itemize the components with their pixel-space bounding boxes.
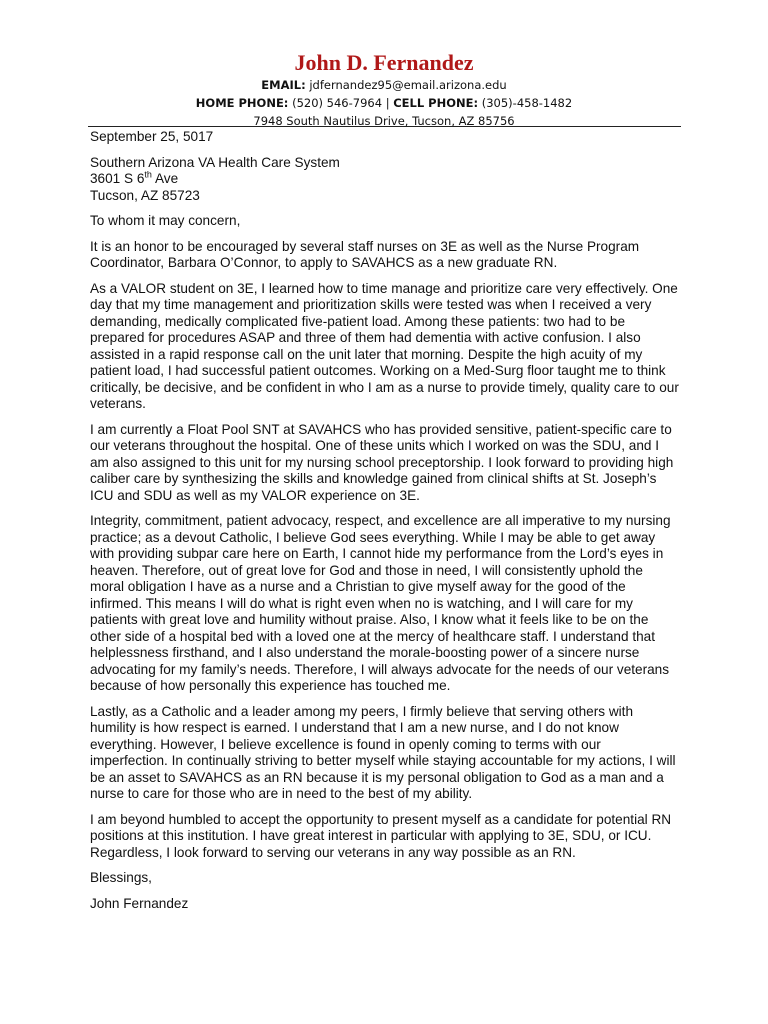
- signature: John Fernandez: [90, 895, 189, 911]
- header-divider: [88, 126, 681, 127]
- recipient-street: [90, 171, 680, 188]
- street-rest: Ave: [151, 171, 179, 186]
- recipient-city: Tucson, AZ 85723: [90, 187, 200, 203]
- paragraph: I am currently a Float Pool SNT at SAVAHCS who has provided sensitive, patient-specific care to our veterans throughout the hospital. One of these units which I worked on was the SDU, and I am also assigned to this unit for my nursing school preceptorship. I look forward to providing high caliber care by synthesizing the skills and knowledge gained from clinical shifts at St. Joseph’s ICU and SDU as well as my VALOR experience on 3E.: [90, 421, 674, 503]
- paragraph: It is an honor to be encouraged by several staff nurses on 3E as well as the Nurse Program Coordinator, Barbara O’Connor, to apply to SAVAHCS as a new graduate RN.: [90, 238, 640, 270]
- street-ordinal: th: [144, 169, 152, 180]
- letter-body: [90, 129, 680, 921]
- recipient-address: [90, 155, 680, 205]
- home-phone-label: HOME PHONE:: [195, 96, 289, 110]
- paragraph: Integrity, commitment, patient advocacy, respect, and excellence are all imperative to my nursing practice; as a devout Catholic, I believe God sees everything. While I may be able to get away with providing subpar care here on Earth, I cannot hide my performance from the Lord’s eyes in heaven. Therefore, out of great love for God and those in need, I will consistently uphold the moral obligation I have as a nurse and a Christian to give myself away for the good of the infirmed. This means I will do what is right even when no is watching, and I will care for my patients with great love and humility without praise. Also, I know what it feels like to be on the other side of a hospital bed with a loved one at the mercy of healthcare staff. I understand that helplessness firsthand, and I also understand the morale-boosting power of a sincere nurse advocating for my family’s needs. Therefore, I will always advocate for the needs of our veterans because of how personally this experience has touched me.: [90, 513, 671, 693]
- phone-separator: |: [385, 96, 390, 110]
- phone-line: [0, 94, 768, 112]
- paragraph: As a VALOR student on 3E, I learned how to time manage and prioritize care very effectively. One day that my time management and prioritization skills were tested was when I received a very demanding, medically complicated five-patient load. Among these patients: two had to be prepared for procedures ASAP and three of them had dementia with active confusion. I also assisted in a rapid response call on the unit later that morning. Despite the high acuity of my patient load, I had successful patient outcomes. Working on a Med-Surg floor taught me to think critically, be decisive, and be confident in who I am as a nurse to provide timely, quality care to our veterans.: [90, 280, 679, 411]
- salutation: To whom it may concern,: [90, 213, 241, 228]
- letterhead: [0, 0, 768, 130]
- cell-phone-label: CELL PHONE:: [393, 96, 479, 110]
- email-line: [0, 76, 768, 94]
- recipient-org: Southern Arizona VA Health Care System: [90, 154, 340, 170]
- paragraph: I am beyond humbled to accept the opportunity to present myself as a candidate for potential RN positions at this institution. I have great interest in particular with applying to 3E, SDU, or ICU. Regardless, I look forward to serving our veterans in any way possible as an RN.: [90, 811, 672, 860]
- home-phone-value: (520) 546-7964: [292, 96, 383, 110]
- email-label: EMAIL:: [261, 78, 306, 92]
- paragraph: Lastly, as a Catholic and a leader among my peers, I firmly believe that serving others with humility is how respect is earned. I understand that I am a new nurse, and I do not know everything. However, I believe excellence is found in openly coming to terms with our imperfection. In continually striving to better myself while staying accountable for my actions, I will be an asset to SAVAHCS as an RN because it is my personal obligation to God as a man and a nurse to care for those who are in need to the best of my ability.: [90, 703, 676, 801]
- sender-address: 7948 South Nautilus Drive, Tucson, AZ 85756: [253, 114, 515, 128]
- sender-name: John D. Fernandez: [294, 50, 474, 75]
- email-value: jdfernandez95@email.arizona.edu: [309, 78, 507, 92]
- street-number: 3601 S 6: [90, 171, 145, 186]
- cell-phone-value: (305)-458-1482: [481, 96, 573, 110]
- letter-date: September 25, 5017: [90, 129, 214, 144]
- closing: Blessings,: [90, 870, 152, 885]
